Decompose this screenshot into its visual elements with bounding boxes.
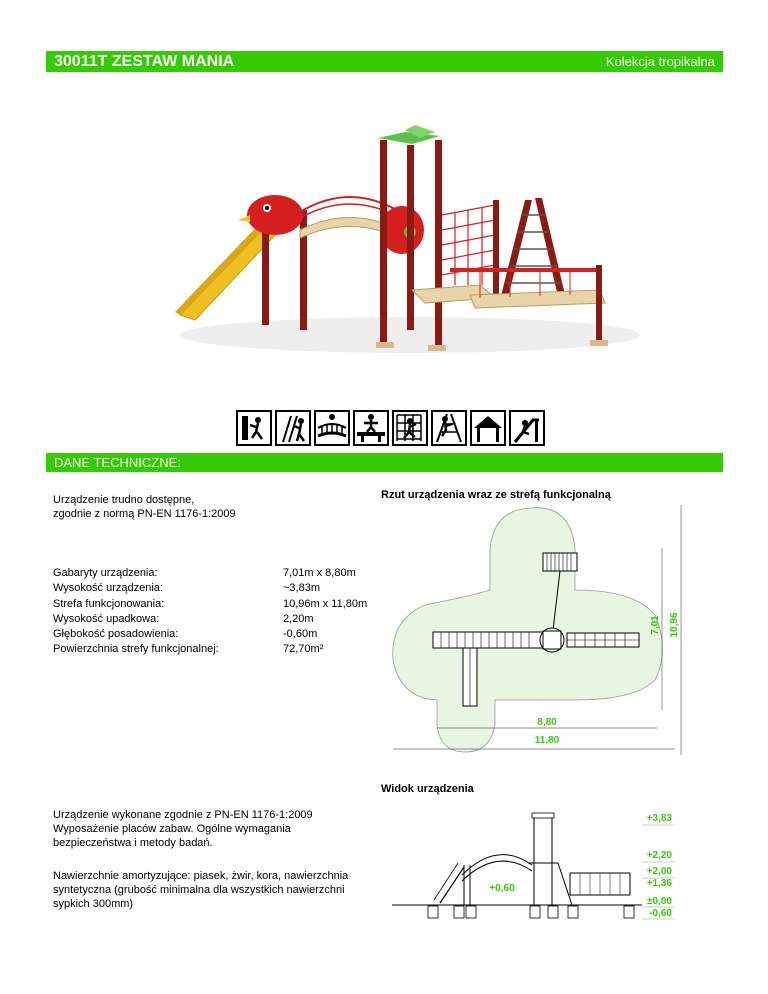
standard-note — [53, 808, 343, 850]
spec-label: Głębokość posadowienia: — [53, 628, 179, 641]
spec-value: 72,70m² — [283, 643, 324, 656]
plan-caption: Rzut urządzenia wraz ze strefą funkcjonalną — [381, 489, 611, 501]
standard-line: Urządzenie wykonane zgodnie z PN-EN 1176-1:2009 — [53, 809, 313, 821]
ladder-icon — [275, 410, 311, 446]
spec-value: 10,96m x 11,80m — [283, 597, 368, 610]
surfaces-line: syntetyczna (grubość minimalna dla wszystkich nawierzchni — [53, 884, 345, 896]
view-level: +1,36 — [646, 878, 672, 889]
spec-label: Gabaryty urządzenia: — [53, 567, 158, 579]
rope-bridge-icon — [314, 410, 350, 446]
view-level: +3,83 — [646, 813, 672, 824]
product-render — [150, 120, 650, 360]
view-caption: Widok urządzenia — [381, 783, 474, 795]
accessibility-line: zgodnie z normą PN-EN 1176-1:2009 — [53, 508, 236, 520]
activity-icons — [236, 410, 545, 450]
balance-beam-icon — [353, 410, 389, 446]
slide-icon — [509, 410, 545, 446]
plan-height-dim: 7,01 — [650, 615, 661, 635]
product-title: 30011T ZESTAW MANIA — [54, 53, 235, 70]
accessibility-note — [53, 493, 313, 521]
climbing-wall-icon — [236, 410, 272, 446]
specs-labels — [53, 566, 219, 658]
climbing-net-icon — [392, 410, 428, 446]
spec-value: 7,01m x 8,80m — [283, 567, 356, 579]
surfaces-line: sypkich 300mm) — [53, 898, 134, 910]
spec-value: ~3,83m — [283, 582, 320, 595]
collection-name: Kolekcja tropikalna — [605, 54, 715, 69]
side-view-drawing — [392, 805, 692, 925]
view-level: +2,00 — [646, 866, 672, 877]
plan-height-zone-dim: 10,96 — [669, 612, 680, 638]
view-level: +2,20 — [646, 850, 672, 861]
surfaces-note — [53, 869, 363, 911]
plan-width-dim: 8,80 — [537, 717, 557, 728]
standard-line: Wyposażenie placów zabaw. Ogólne wymagania — [53, 823, 291, 835]
spec-label: Powierzchnia strefy funkcjonalnej: — [53, 643, 219, 656]
spec-value: -0,60m — [283, 628, 318, 641]
spec-label: Wysokość urządzenia: — [53, 582, 163, 595]
view-level: -0,60 — [649, 908, 672, 919]
technical-data-bar — [46, 453, 723, 472]
spec-value: 2,20m — [283, 612, 314, 625]
header-bar — [46, 51, 723, 72]
surfaces-line: Nawierzchnie amortyzujące: piasek, żwir, kora, nawierzchnia — [53, 870, 349, 882]
standard-line: bezpieczeństwa i metody badań. — [53, 837, 213, 849]
roof-icon — [470, 410, 506, 446]
section-title: DANE TECHNICZNE: — [54, 455, 181, 470]
accessibility-line: Urządzenie trudno dostępne, — [53, 494, 195, 506]
plan-width-zone-dim: 11,80 — [534, 735, 560, 746]
view-platform-level: +0,60 — [489, 883, 515, 894]
view-level: ±0,00 — [647, 896, 672, 907]
spec-label: Wysokość upadkowa: — [53, 612, 160, 625]
climbing-frame-icon — [431, 410, 467, 446]
plan-drawing — [385, 500, 695, 762]
specs-values — [283, 566, 367, 658]
spec-label: Strefa funkcjonowania: — [53, 597, 165, 610]
